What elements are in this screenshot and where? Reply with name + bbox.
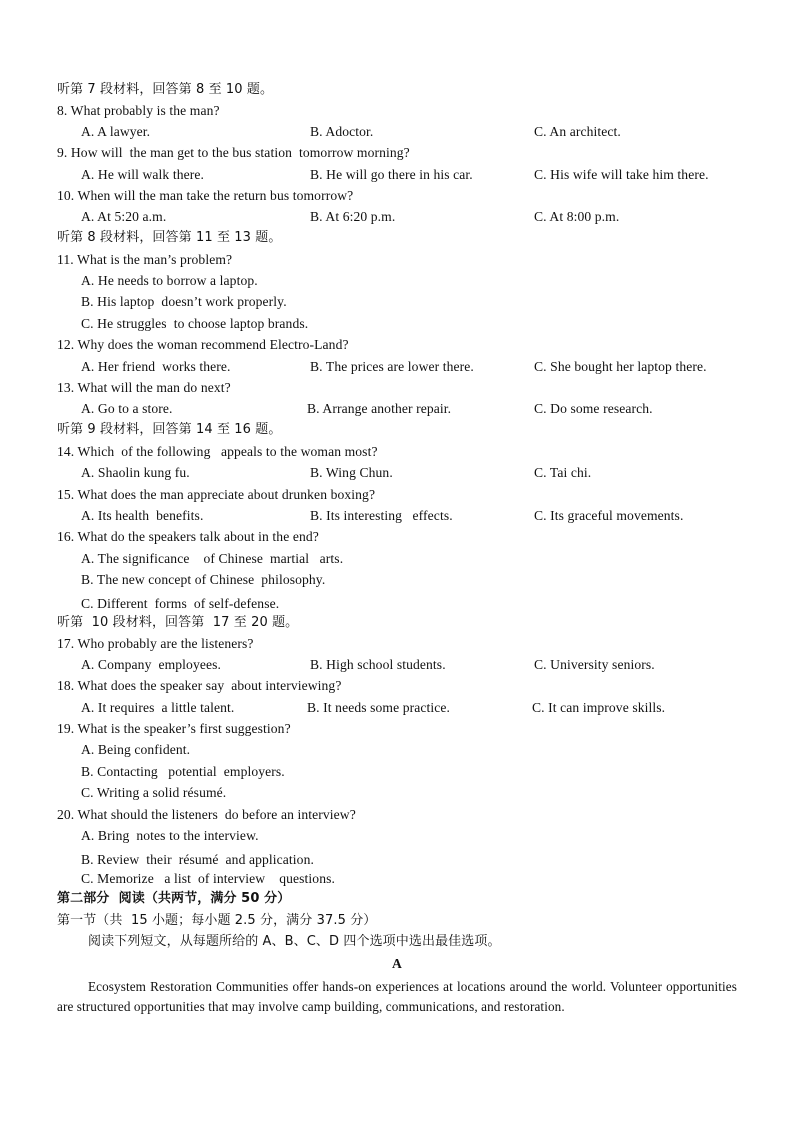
- instruction: 阅读下列短文，从每题所给的 A、B、C、D 四个选项中选出最佳选项。: [88, 934, 501, 949]
- option-18c: C. It can improve skills.: [532, 700, 666, 715]
- option-11a: A. He needs to borrow a laptop.: [81, 273, 258, 288]
- option-15a: A. Its health benefits.: [81, 508, 204, 523]
- option-20b: B. Review their résumé and application.: [81, 852, 314, 867]
- option-16c: C. Different forms of self-defense.: [81, 596, 280, 611]
- question-19: 19. What is the speaker’s first suggestion?: [57, 721, 291, 736]
- option-8b: B. Adoctor.: [310, 124, 374, 139]
- question-18: 18. What does the speaker say about interviewing?: [57, 678, 342, 693]
- section-header: 听第 10 段材料，回答第 17 至 20 题。: [57, 615, 299, 630]
- question-11: 11. What is the man’s problem?: [57, 252, 233, 267]
- option-14a: A. Shaolin kung fu.: [81, 465, 190, 480]
- option-12c: C. She bought her laptop there.: [534, 359, 707, 374]
- option-9a: A. He will walk there.: [81, 167, 204, 182]
- option-13a: A. Go to a store.: [81, 401, 173, 416]
- option-13c: C. Do some research.: [534, 401, 653, 416]
- option-11c: C. He struggles to choose laptop brands.: [81, 316, 309, 331]
- question-14: 14. Which of the following appeals to the woman most?: [57, 444, 378, 459]
- option-19c: C. Writing a solid résumé.: [81, 785, 227, 800]
- question-20: 20. What should the listeners do before an interview?: [57, 807, 356, 822]
- section-title: 第一节（共 15 小题；每小题 2.5 分，满分 37.5 分）: [57, 913, 377, 928]
- option-18a: A. It requires a little talent.: [81, 700, 235, 715]
- option-15c: C. Its graceful movements.: [534, 508, 684, 523]
- passage-label: A: [392, 956, 402, 971]
- option-20a: A. Bring notes to the interview.: [81, 828, 259, 843]
- option-13b: B. Arrange another repair.: [307, 401, 452, 416]
- option-18b: B. It needs some practice.: [307, 700, 451, 715]
- option-11b: B. His laptop doesn’t work properly.: [81, 294, 287, 309]
- option-19b: B. Contacting potential employers.: [81, 764, 285, 779]
- question-10: 10. When will the man take the return bus tomorrow?: [57, 188, 354, 203]
- option-17b: B. High school students.: [310, 657, 446, 672]
- option-9b: B. He will go there in his car.: [310, 167, 473, 182]
- option-8a: A. A lawyer.: [81, 124, 151, 139]
- section-header: 听第 9 段材料，回答第 14 至 16 题。: [57, 422, 282, 437]
- option-10b: B. At 6:20 p.m.: [310, 209, 396, 224]
- option-19a: A. Being confident.: [81, 742, 191, 757]
- question-13: 13. What will the man do next?: [57, 380, 231, 395]
- option-10c: C. At 8:00 p.m.: [534, 209, 620, 224]
- option-17c: C. University seniors.: [534, 657, 655, 672]
- option-12b: B. The prices are lower there.: [310, 359, 474, 374]
- question-9: 9. How will the man get to the bus station tomorrow morning?: [57, 145, 410, 160]
- option-9c: C. His wife will take him there.: [534, 167, 709, 182]
- option-16a: A. The significance of Chinese martial arts.: [81, 551, 344, 566]
- option-14c: C. Tai chi.: [534, 465, 592, 480]
- section-header: 听第 7 段材料，回答第 8 至 10 题。: [57, 82, 274, 97]
- option-15b: B. Its interesting effects.: [310, 508, 453, 523]
- section-header: 听第 8 段材料，回答第 11 至 13 题。: [57, 230, 282, 245]
- question-12: 12. Why does the woman recommend Electro-Land?: [57, 337, 349, 352]
- question-8: 8. What probably is the man?: [57, 103, 220, 118]
- option-8c: C. An architect.: [534, 124, 621, 139]
- option-12a: A. Her friend works there.: [81, 359, 231, 374]
- option-16b: B. The new concept of Chinese philosophy.: [81, 572, 326, 587]
- passage-paragraph: Ecosystem Restoration Communities offer hands-on experiences at locations around the world. Volunteer opportunities are structured opportunities that may involve camp building, communications, and restoration.: [57, 979, 737, 1014]
- option-20c: C. Memorize a list of interview questions.: [81, 871, 335, 886]
- question-15: 15. What does the man appreciate about drunken boxing?: [57, 487, 376, 502]
- question-17: 17. Who probably are the listeners?: [57, 636, 254, 651]
- part-title: 第二部分 阅读（共两节，满分 50 分）: [57, 891, 291, 906]
- option-14b: B. Wing Chun.: [310, 465, 393, 480]
- option-17a: A. Company employees.: [81, 657, 222, 672]
- question-16: 16. What do the speakers talk about in the end?: [57, 529, 319, 544]
- option-10a: A. At 5:20 a.m.: [81, 209, 167, 224]
